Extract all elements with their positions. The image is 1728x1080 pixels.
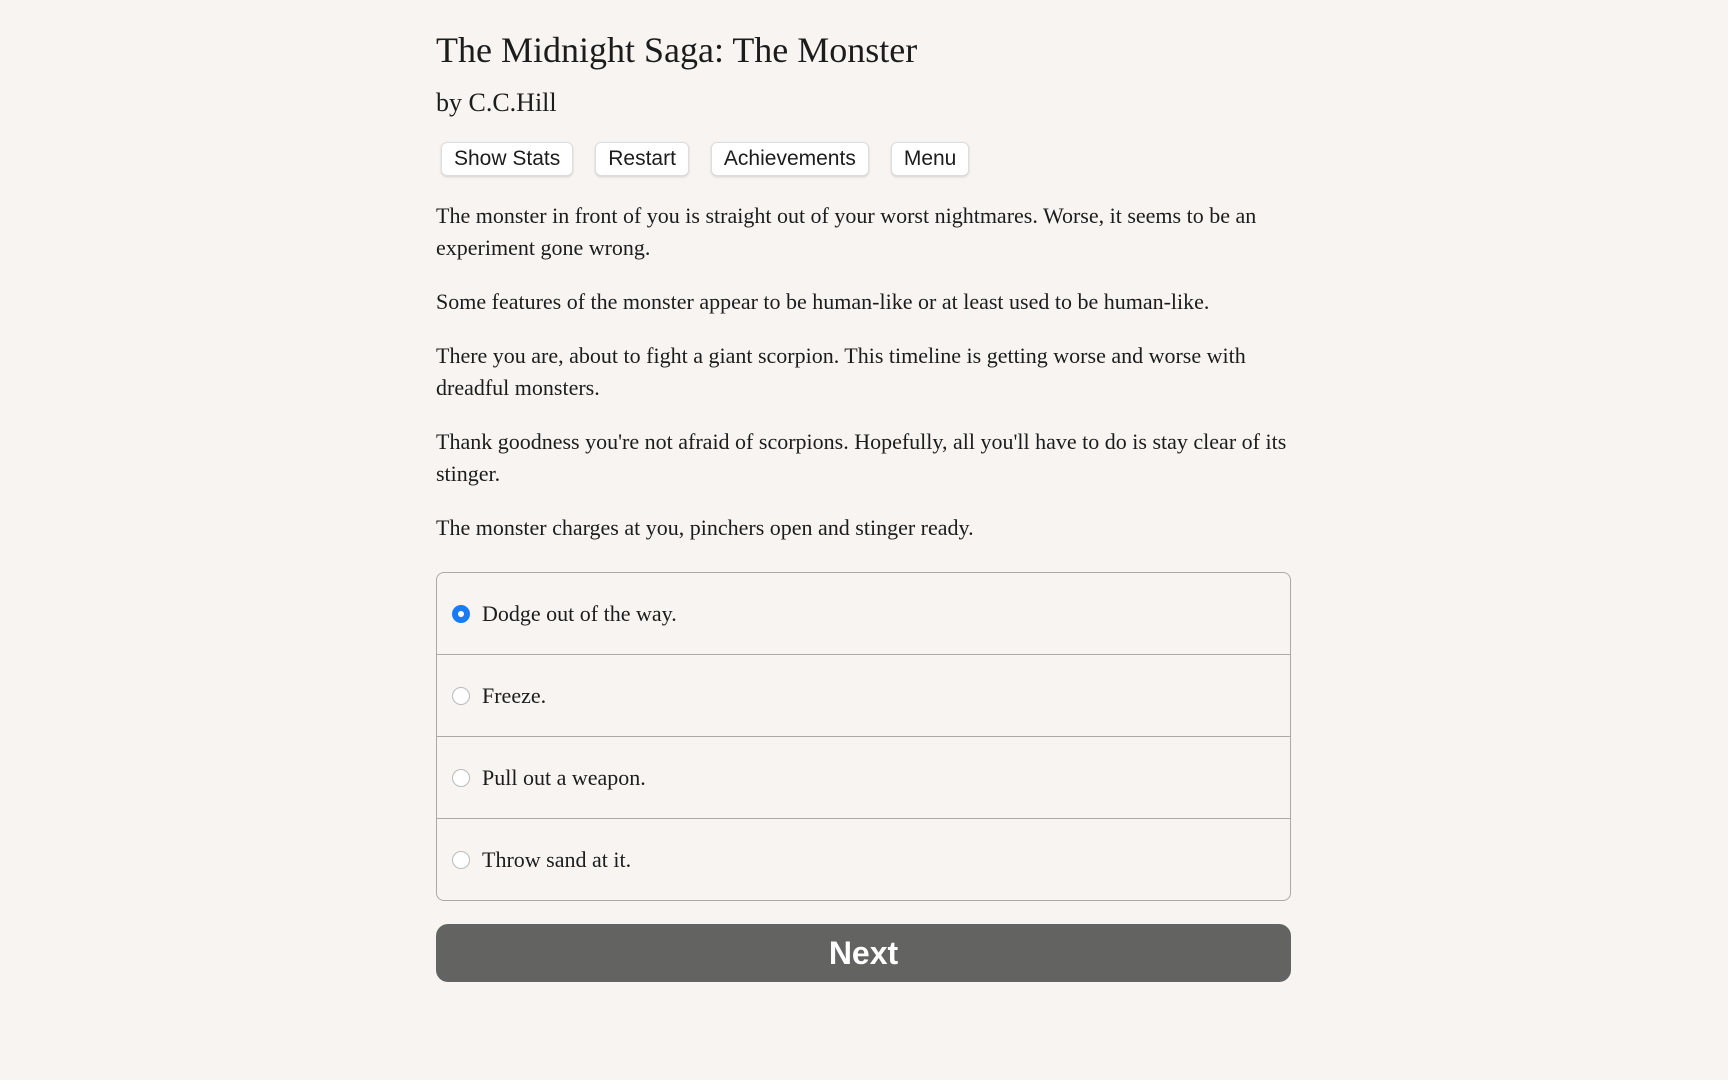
choice-option[interactable] bbox=[437, 818, 1290, 900]
next-button[interactable]: Next bbox=[436, 924, 1291, 982]
toolbar bbox=[436, 142, 1291, 176]
story-paragraph: There you are, about to fight a giant scorpion. This timeline is getting worse and worse with dreadful monsters. bbox=[436, 343, 1246, 400]
story-paragraph: Thank goodness you're not afraid of scorpions. Hopefully, all you'll have to do is stay clear of its stinger. bbox=[436, 429, 1287, 486]
choice-option[interactable] bbox=[437, 654, 1290, 736]
story-paragraph: The monster in front of you is straight out of your worst nightmares. Worse, it seems to be an experiment gone wrong. bbox=[436, 203, 1257, 260]
choice-label: Pull out a weapon. bbox=[482, 764, 646, 790]
choice-list bbox=[436, 572, 1291, 901]
story-text bbox=[436, 200, 1291, 544]
achievements-button[interactable]: Achievements bbox=[711, 142, 869, 176]
story-paragraph: The monster charges at you, pinchers open and stinger ready. bbox=[436, 515, 974, 540]
radio-selected-icon[interactable] bbox=[452, 605, 470, 623]
author: by C.C.Hill bbox=[436, 88, 557, 117]
show-stats-button[interactable]: Show Stats bbox=[441, 142, 573, 176]
choice-label: Dodge out of the way. bbox=[482, 600, 677, 626]
choice-label: Throw sand at it. bbox=[482, 846, 632, 872]
game-container bbox=[436, 0, 1291, 982]
radio-icon[interactable] bbox=[452, 769, 470, 787]
restart-button[interactable]: Restart bbox=[595, 142, 689, 176]
choice-option[interactable] bbox=[437, 573, 1290, 654]
choice-label: Freeze. bbox=[482, 682, 547, 708]
radio-icon[interactable] bbox=[452, 851, 470, 869]
menu-button[interactable]: Menu bbox=[891, 142, 970, 176]
story-paragraph: Some features of the monster appear to be human-like or at least used to be human-like. bbox=[436, 289, 1210, 314]
choice-option[interactable] bbox=[437, 736, 1290, 818]
game-title: The Midnight Saga: The Monster bbox=[436, 30, 918, 70]
radio-icon[interactable] bbox=[452, 687, 470, 705]
